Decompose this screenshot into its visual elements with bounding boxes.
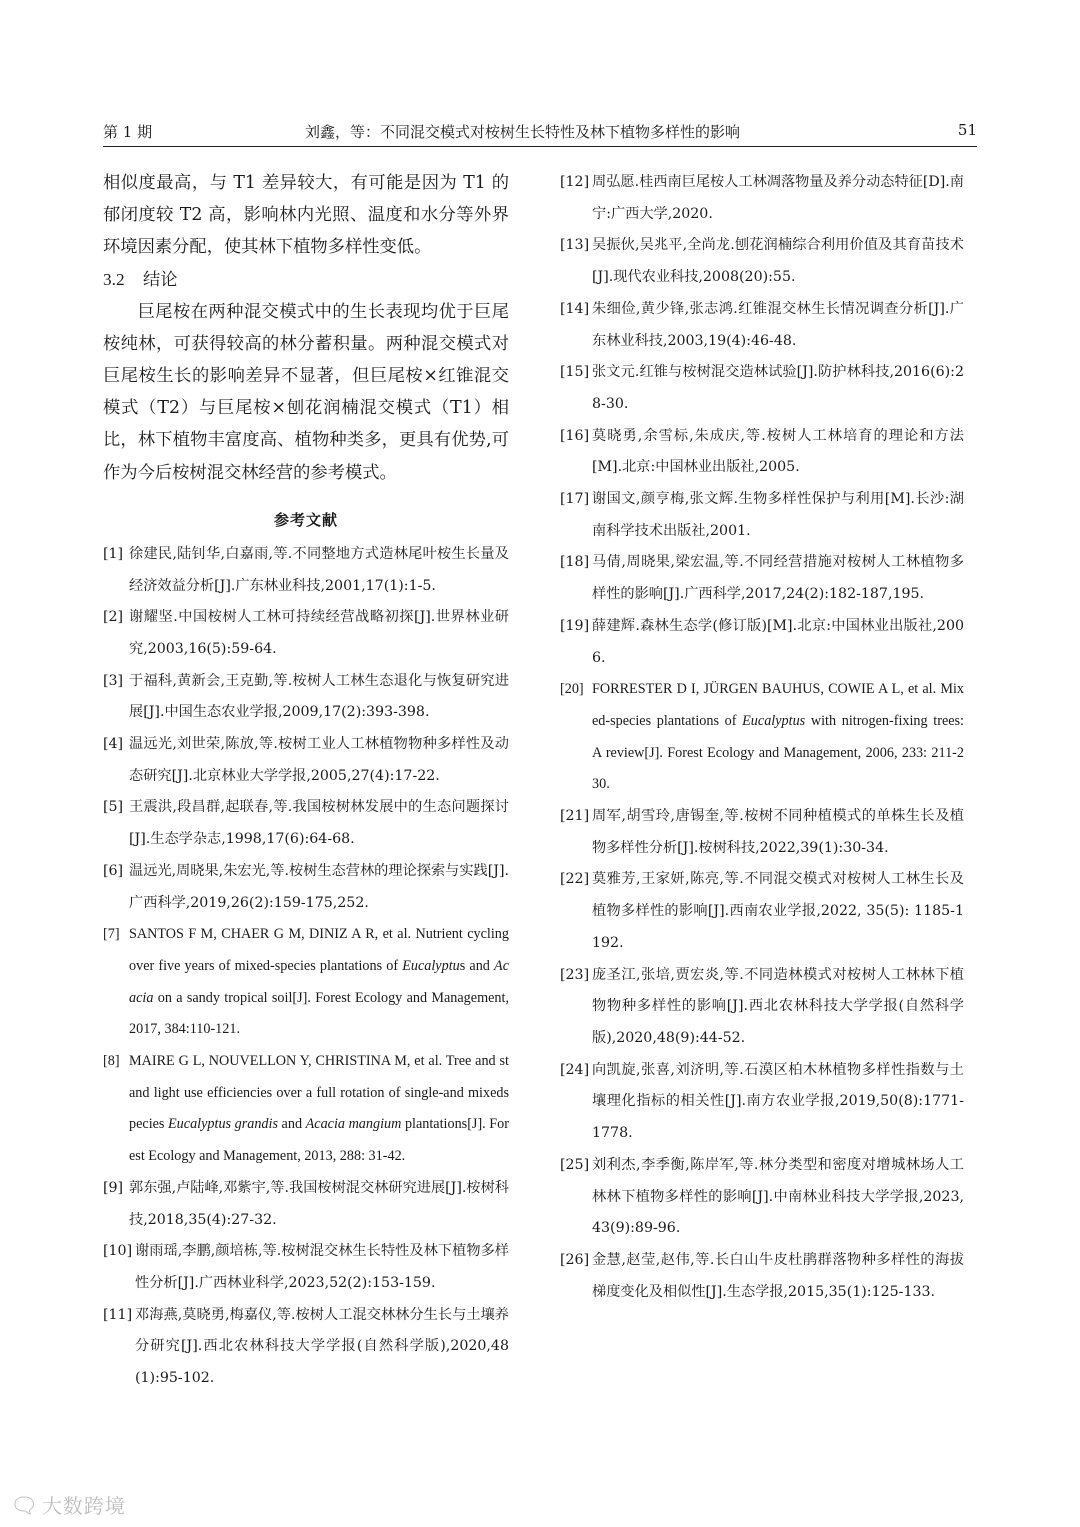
reference-item: [21] 周军,胡雪玲,唐锡奎,等.桉树不同种植模式的单株生长及植物多样性分析[J].桉树科技,2022,39(1):30-34.	[560, 808, 964, 856]
reference-item: [18] 马倩,周晓果,梁宏温,等.不同经营措施对桉树人工林植物多样性的影响[J].广西科学,2017,24(2):182-187,195.	[560, 554, 964, 603]
reference-item: [8] MAIRE G L, NOUVELLON Y, CHRISTINA M, et al. Tree and stand light use efficiencies over a full rotation of single-and mixedspecies Eucalyptus grandis and Acacia mangium plantations[J]. Forest Ecology and Management, 2013, 288: 31-42.	[103, 1053, 509, 1165]
reference-item: [9] 郭东强,卢陆峰,邓紫宇,等.我国桉树混交林研究进展[J].桉树科技,2018,35(4):27-32.	[103, 1179, 509, 1228]
watermark	[10, 1490, 126, 1519]
reference-item: [24] 向凯旋,张喜,刘济明,等.石漠区柏木林植物多样性指数与土壤理化指标的相关性[J].南方农业学报,2019,50(8):1771-1778.	[560, 1061, 964, 1142]
reference-item: [2] 谢耀坚.中国桉树人工林可持续经营战略初探[J].世界林业研究,2003,16(5):59-64.	[103, 609, 509, 657]
running-title: 刘鑫，等：不同混交模式对桉树生长特性及林下植物多样性的影响	[305, 123, 741, 141]
reference-item: [17] 谢国文,颜亨梅,张文辉.生物多样性保护与利用[M].长沙:湖南科学技术出版社,2001.	[560, 491, 964, 539]
reference-item: [6] 温远光,周晓果,朱宏光,等.桉树生态营林的理论探索与实践[J].广西科学,2019,26(2):159-175,252.	[103, 862, 509, 911]
conclusion-paragraph: 巨尾桉在两种混交模式中的生长表现均优于巨尾桉纯林，可获得较高的林分蓄积量。两种混交模式对巨尾桉生长的影响差异不显著，但巨尾桉×红锥混交模式（T2）与巨尾桉×刨花润楠混交模式（T1）相比，林下植物丰富度高、植物种类多，更具有优势,可作为今后桉树混交林经营的参考模式。	[103, 301, 509, 483]
reference-item: [1] 徐建民,陆钊华,白嘉雨,等.不同整地方式造林尾叶桉生长量及经济效益分析[J].广东林业科技,2001,17(1):1-5.	[103, 545, 509, 594]
section-title: 结论	[143, 269, 178, 290]
references-heading: 参考文献	[273, 510, 338, 529]
reference-item: [14] 朱细俭,黄少锋,张志鸿.红锥混交林生长情况调查分析[J].广东林业科技,2003,19(4):46-48.	[560, 300, 964, 349]
reference-item: [15] 张文元.红锥与桉树混交造林试验[J].防护林科技,2016(6):28-30.	[560, 364, 964, 412]
running-header	[103, 118, 977, 147]
issue-number: 第 1 期	[103, 123, 153, 141]
right-column	[560, 167, 964, 1308]
reference-item: [11] 邓海燕,莫晓勇,梅嘉仪,等.桉树人工混交林林分生长与土壤养分研究[J].西北农林科技大学学报(自然科学版),2020,48(1):95-102.	[103, 1306, 509, 1387]
reference-item: [4] 温远光,刘世荣,陈放,等.桉树工业人工林植物物种多样性及动态研究[J].北京林业大学学报,2005,27(4):17-22.	[103, 736, 509, 784]
reference-item: [26] 金慧,赵莹,赵伟,等.长白山牛皮杜鹃群落物种多样性的海拔梯度变化及相似性[J].生态学报,2015,35(1):125-133.	[560, 1251, 964, 1300]
reference-item: [25] 刘利杰,李季衡,陈岸军,等.林分类型和密度对增城林场人工林林下植物多样性的影响[J].中南林业科技大学学报,2023,43(9):89-96.	[560, 1156, 964, 1237]
watermark-text: 大数跨境	[41, 1494, 126, 1518]
chat-bubble-icon: 🗨	[10, 1494, 39, 1519]
left-column	[103, 167, 509, 1395]
reference-item: [10] 谢雨瑶,李鹏,颜培栋,等.桉树混交林生长特性及林下植物多样性分析[J].广西林业科学,2023,52(2):153-159.	[103, 1243, 509, 1291]
body-paragraph: 相似度最高，与 T1 差异较大，有可能是因为 T1 的郁闭度较 T2 高，影响林内光照、温度和水分等外界环境因素分配，使其林下植物多样性变低。	[103, 173, 509, 258]
reference-item: [20] FORRESTER D I, JÜRGEN BAUHUS, COWIE A L, et al. Mixed-species plantations of Eucalyptus with nitrogen-fixing trees: A review[J]. Forest Ecology and Management, 2006, 233: 211-230.	[560, 681, 964, 793]
reference-item: [7] SANTOS F M, CHAER G M, DINIZ A R, et al. Nutrient cycling over five years of mixed-species plantations of Eucalyptus and Acacia on a sandy tropical soil[J]. Forest Ecology and Management, 2017, 384:110-121.	[103, 926, 509, 1038]
reference-item: [3] 于福科,黄新会,王克勤,等.桉树人工林生态退化与恢复研究进展[J].中国生态农业学报,2009,17(2):393-398.	[103, 672, 509, 721]
reference-item: [13] 吴振伙,吴兆平,全尚龙.刨花润楠综合利用价值及其育苗技术[J].现代农业科技,2008(20):55.	[560, 237, 964, 286]
reference-item: [22] 莫雅芳,王家妍,陈亮,等.不同混交模式对桉树人工林生长及植物多样性的影响[J].西南农业学报,2022, 35(5): 1185-1192.	[560, 871, 964, 951]
page-number: 51	[957, 121, 977, 139]
reference-item: [19] 薛建辉.森林生态学(修订版)[M].北京:中国林业出版社,2006.	[560, 617, 964, 666]
reference-item: [16] 莫晓勇,余雪标,朱成庆,等.桉树人工林培育的理论和方法[M].北京:中国林业出版社,2005.	[560, 427, 964, 476]
reference-item: [5] 王震洪,段昌群,起联春,等.我国桉树林发展中的生态问题探讨[J].生态学杂志,1998,17(6):64-68.	[103, 799, 509, 848]
section-number: 3.2	[103, 269, 125, 289]
reference-item: [12] 周弘愿.桂西南巨尾桉人工林凋落物量及养分动态特征[D].南宁:广西大学,2020.	[560, 174, 964, 222]
section-heading	[103, 264, 509, 296]
reference-item: [23] 庞圣江,张培,贾宏炎,等.不同造林模式对桉树人工林林下植物物种多样性的影响[J].西北农林科技大学学报(自然科学版),2020,48(9):44-52.	[560, 966, 964, 1046]
